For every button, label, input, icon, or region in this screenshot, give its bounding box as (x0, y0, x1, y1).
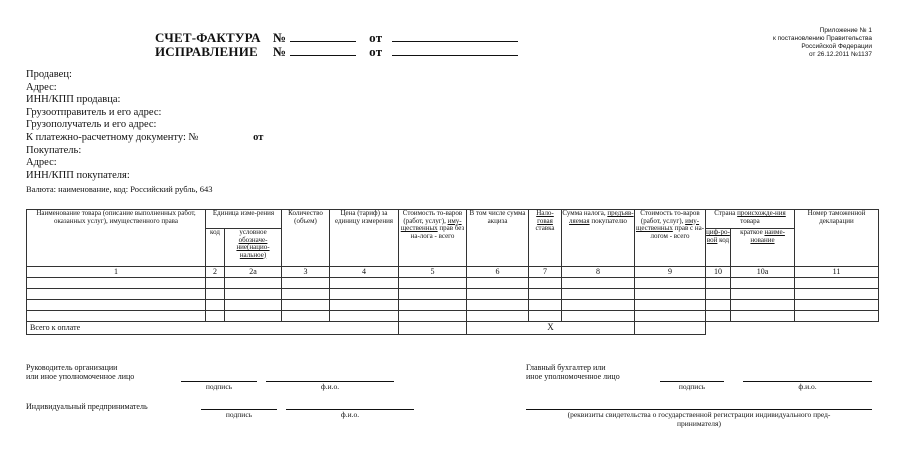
header-text: товара (740, 216, 760, 225)
col-header-country-code (706, 229, 731, 267)
column-number: 11 (795, 267, 879, 278)
column-number: 3 (282, 267, 330, 278)
column-numbers-row (27, 267, 879, 278)
correction-number-row (273, 44, 518, 60)
appendix-note (773, 27, 872, 59)
col-header-name: Наименование товара (описание выполненных работ, оказанных услуг), имущественного права (27, 210, 206, 267)
appendix-line: Российской Федерации (801, 43, 872, 50)
buyer-inn-field: ИНН/КПП покупателя: (26, 169, 130, 181)
col-header-unit-name (225, 229, 282, 267)
total-cost-cell[interactable] (399, 322, 467, 335)
header-text: прав без на-лога - всего (410, 224, 465, 240)
table-cell[interactable] (795, 278, 879, 289)
col-header-country (706, 210, 795, 229)
shipper-field: Грузоотправитель и его адрес: (26, 106, 162, 118)
appendix-line: от 26.12.2011 №1137 (808, 51, 872, 58)
header-text: Стоимость то-варов (работ, услуг), (640, 209, 700, 225)
table-cell[interactable] (562, 300, 635, 311)
chief-accountant-label: Главный бухгалтер или иное уполномоченное лицо (526, 363, 620, 381)
invoice-table (26, 209, 879, 335)
address-field: Адрес: (26, 157, 57, 169)
table-cell[interactable] (282, 311, 330, 322)
correction-date-blank[interactable] (392, 44, 518, 56)
table-row (27, 289, 879, 300)
header-text: иму-щественных (635, 216, 700, 232)
column-number: 7 (529, 267, 562, 278)
table-cell[interactable] (795, 300, 879, 311)
table-cell[interactable] (635, 311, 706, 322)
correction-title-row (155, 44, 258, 60)
signature-caption: подпись (205, 382, 233, 391)
table-cell[interactable] (635, 300, 706, 311)
column-number: 9 (635, 267, 706, 278)
fio-caption: ф.и.о. (320, 382, 340, 391)
table-cell[interactable] (731, 278, 795, 289)
table-cell[interactable] (282, 278, 330, 289)
currency-field: Валюта: наименование, код: Российский рубль, 643 (26, 184, 213, 195)
fio-caption: ф.и.о. (798, 382, 817, 391)
empty-cell (706, 322, 879, 335)
column-number: 10 (706, 267, 731, 278)
table-cell[interactable] (635, 278, 706, 289)
table-cell[interactable] (529, 300, 562, 311)
table-cell[interactable] (635, 289, 706, 300)
table-cell[interactable] (562, 278, 635, 289)
signature-caption: подпись (678, 382, 706, 391)
table-cell[interactable] (225, 311, 282, 322)
requisites-caption: (реквизиты свидетельства о государственной регистрации индивидуального пред- принимателя) (567, 410, 831, 428)
col-header-rate (529, 210, 562, 267)
total-with-tax-cell[interactable] (635, 322, 706, 335)
table-cell[interactable] (731, 289, 795, 300)
invoice-title: СЧЕТ-ФАКТУРА (155, 30, 261, 45)
table-cell[interactable] (795, 289, 879, 300)
table-cell[interactable] (467, 289, 529, 300)
table-cell[interactable] (467, 300, 529, 311)
header-text: краткое (740, 228, 765, 236)
table-cell[interactable] (706, 311, 731, 322)
table-cell[interactable] (467, 278, 529, 289)
header-text: Сумма налога, (562, 209, 608, 217)
header-text: прав с на-логом - всего (650, 224, 705, 240)
table-row (27, 300, 879, 311)
header-fields (26, 69, 263, 196)
table-cell[interactable] (330, 289, 399, 300)
payment-doc-field: К платежно-расчетному документу: № (26, 131, 199, 143)
column-number: 8 (562, 267, 635, 278)
table-cell[interactable] (467, 311, 529, 322)
table-cell[interactable] (731, 300, 795, 311)
col-header-customs: Номер таможенной декларации (795, 210, 879, 267)
fio-caption: ф.и.о. (340, 410, 360, 419)
table-row (27, 311, 879, 322)
head-label: Руководитель организации или иное уполномоченное лицо (26, 363, 135, 381)
header-text: Стоимость то-варов (работ, услуг), (402, 209, 463, 225)
table-cell[interactable] (225, 289, 282, 300)
table-cell[interactable] (330, 311, 399, 322)
col-header-country-short (731, 229, 795, 267)
table-cell[interactable] (731, 311, 795, 322)
table-cell[interactable] (399, 300, 467, 311)
table-cell[interactable] (706, 300, 731, 311)
header-text: обозначе-ние(нацио-нальное) (236, 235, 270, 259)
table-cell[interactable] (529, 278, 562, 289)
table-cell[interactable] (399, 289, 467, 300)
table-cell[interactable] (282, 300, 330, 311)
table-cell[interactable] (562, 289, 635, 300)
header-text: наиме-нование (750, 228, 785, 244)
table-cell[interactable] (399, 311, 467, 322)
column-number: 1 (27, 267, 206, 278)
col-header-qty: Количество (объем) (282, 210, 330, 267)
header-row (27, 210, 879, 229)
header-text: Страна (714, 209, 738, 217)
table-cell[interactable] (706, 278, 731, 289)
table-cell[interactable] (529, 311, 562, 322)
table-cell[interactable] (27, 300, 206, 311)
payment-doc-row (26, 132, 263, 145)
table-cell[interactable] (795, 311, 879, 322)
column-number: 4 (330, 267, 399, 278)
column-number: 2а (225, 267, 282, 278)
table-cell[interactable] (206, 300, 225, 311)
header-text: Нало-говая (536, 209, 554, 225)
table-cell[interactable] (562, 311, 635, 322)
seller-field: Продавец: (26, 69, 72, 80)
col-header-cost (399, 210, 467, 267)
appendix-line: к постановлению Правительства (772, 35, 872, 42)
payment-doc-from: от (253, 131, 264, 143)
table-row (27, 278, 879, 289)
col-header-unit-code: код (206, 229, 225, 267)
appendix-line: Приложение № 1 (819, 27, 872, 34)
consignee-field: Грузополучатель и его адрес: (26, 119, 157, 131)
column-number: 6 (467, 267, 529, 278)
correction-number-blank[interactable] (290, 44, 356, 56)
header-text: ставка (535, 224, 555, 232)
header-text: покупателю (589, 216, 627, 225)
invoice-number-blank[interactable] (290, 30, 356, 42)
signature-caption: подпись (225, 410, 253, 419)
header-text: код (717, 235, 730, 244)
header-text: происхожде-ния (737, 209, 786, 217)
table-cell[interactable] (206, 311, 225, 322)
table-cell[interactable] (206, 278, 225, 289)
column-number: 5 (399, 267, 467, 278)
table-cell[interactable] (27, 289, 206, 300)
header-text: иму-щественных (400, 216, 462, 232)
address-field: Адрес: (26, 81, 57, 93)
column-number: 2 (206, 267, 225, 278)
header-text: циф-ро-вой (706, 228, 730, 244)
correction-title: ИСПРАВЛЕНИЕ (155, 44, 258, 59)
table-cell[interactable] (399, 278, 467, 289)
col-header-price: Цена (тариф) за единицу измерения (330, 210, 399, 267)
table-cell[interactable] (282, 289, 330, 300)
total-label: Всего к оплате (27, 322, 399, 335)
table-cell[interactable] (706, 289, 731, 300)
table-cell[interactable] (225, 278, 282, 289)
invoice-date-blank[interactable] (392, 30, 518, 42)
table-cell[interactable] (27, 278, 206, 289)
table-cell[interactable] (529, 289, 562, 300)
date-from-label: от (369, 30, 383, 45)
table-cell[interactable] (27, 311, 206, 322)
table-cell[interactable] (330, 300, 399, 311)
table-cell[interactable] (206, 289, 225, 300)
header-text: предъяв-ляемая (569, 209, 634, 225)
col-header-total (635, 210, 706, 267)
number-sign: № (273, 30, 287, 45)
col-header-unit: Единица изме-рения (206, 210, 282, 229)
table-cell[interactable] (225, 300, 282, 311)
total-x-mark: X (467, 322, 635, 335)
column-number: 10а (731, 267, 795, 278)
header-text: условное (239, 228, 267, 236)
col-header-excise: В том числе сумма акциза (467, 210, 529, 267)
entrepreneur-label: Индивидуальный предприниматель (26, 402, 148, 411)
col-header-tax (562, 210, 635, 267)
total-row (27, 322, 879, 335)
buyer-field: Покупатель: (26, 144, 82, 156)
number-sign: № (273, 44, 287, 59)
table-cell[interactable] (330, 278, 399, 289)
seller-inn-field: ИНН/КПП продавца: (26, 94, 121, 106)
date-from-label: от (369, 44, 383, 59)
